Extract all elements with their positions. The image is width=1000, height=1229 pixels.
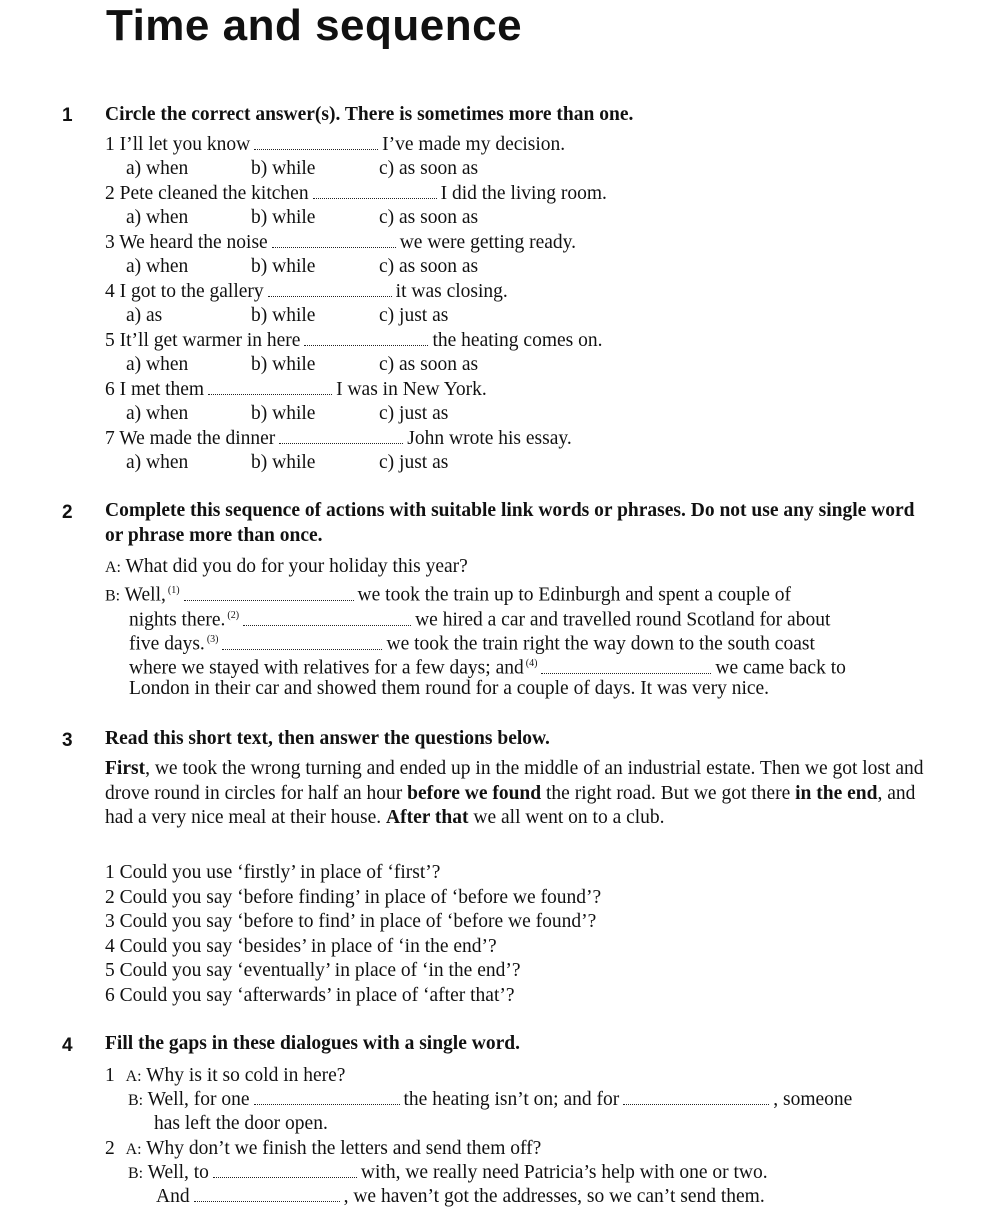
answer-gap[interactable]: [313, 184, 437, 199]
passage-text-2: the right road. But we got there: [541, 782, 796, 804]
question-number: 5: [105, 960, 115, 981]
dialogue-2-line-b: [128, 1161, 768, 1186]
b3-start: five days.: [129, 633, 205, 655]
option-a[interactable]: a) when: [126, 452, 189, 473]
question-item: [105, 231, 576, 255]
option-a[interactable]: a) when: [126, 158, 189, 179]
gap-3[interactable]: [222, 635, 382, 650]
b2-start: nights there.: [129, 609, 226, 631]
gap-2[interactable]: [243, 611, 411, 626]
answer-gap[interactable]: [268, 282, 392, 297]
dialogue-1-line-b2: has left the door open.: [154, 1113, 328, 1134]
exercise-1-heading: Circle the correct answer(s). There is sometimes more than one.: [105, 104, 634, 125]
option-c[interactable]: c) as soon as: [379, 354, 479, 375]
b4-start: where we stayed with relatives for a few days; and: [129, 657, 524, 679]
question-before: I’ll let you know: [119, 134, 251, 155]
option-b[interactable]: b) while: [251, 207, 316, 228]
b2-end: we hired a car and travelled round Scotland for about: [415, 609, 831, 631]
question-item: [105, 133, 565, 157]
question-item: [105, 427, 572, 451]
question-text: Could you say ‘besides’ in place of ‘in the end’?: [119, 935, 497, 957]
question-number: 3: [105, 232, 115, 253]
option-a[interactable]: a) when: [126, 354, 189, 375]
question-item: [105, 280, 508, 304]
question-after: I’ve made my decision.: [382, 134, 566, 155]
b1-end: we took the train up to Edinburgh and spent a couple of: [357, 584, 791, 606]
option-c[interactable]: c) as soon as: [379, 256, 479, 277]
question-before: It’ll get warmer in here: [119, 330, 301, 351]
question-number: 2: [105, 886, 115, 908]
exercise-3-heading: Read this short text, then answer the questions below.: [105, 728, 550, 749]
dialogue-1-number: 1: [105, 1065, 115, 1086]
speaker-label-b: B:: [105, 587, 121, 605]
dialogue-1-line-b: [128, 1088, 852, 1113]
dialogue-2-line-b2: [156, 1185, 765, 1209]
gap-number-2: (2): [227, 610, 240, 621]
option-c[interactable]: c) just as: [379, 305, 449, 326]
speaker-label-b: B:: [128, 1165, 144, 1182]
question-number: 3: [105, 911, 115, 932]
question-number: 1: [105, 134, 115, 155]
page-title: Time and sequence: [106, 1, 523, 50]
exercise-3-number: 3: [62, 730, 73, 751]
exercise-4-number: 4: [62, 1035, 73, 1056]
question-item: [105, 329, 603, 353]
option-c[interactable]: c) just as: [379, 403, 449, 424]
dialogue-2-line-a: [105, 1137, 541, 1162]
dialogue-2-a-text: Why don’t we finish the letters and send them off?: [146, 1138, 542, 1159]
bold-before-we-found: before we found: [407, 782, 542, 804]
dialogue-1-gap-1[interactable]: [254, 1090, 400, 1105]
dialogue-1-b-end: , someone: [773, 1089, 853, 1110]
question-item: [105, 378, 487, 402]
exercise-1-number: 1: [62, 105, 73, 126]
b1-start: Well,: [124, 584, 166, 606]
question-number: 5: [105, 330, 115, 351]
dialogue-line-b5: London in their car and showed them round for a couple of days. It was very nice.: [129, 678, 770, 699]
option-b[interactable]: b) while: [251, 305, 316, 326]
dialogue-2-b2-end: , we haven’t got the addresses, so we can’t send them.: [343, 1186, 765, 1207]
bold-in-the-end: in the end: [795, 782, 878, 804]
b3-end: we took the train right the way down to the south coast: [386, 633, 815, 655]
question-after: we were getting ready.: [399, 232, 577, 253]
comprehension-question: [105, 984, 515, 1008]
question-after: I was in New York.: [336, 379, 487, 400]
question-number: 2: [105, 183, 115, 204]
question-item: [105, 182, 607, 206]
passage-text-3: , and had a very nice meal at their house.: [105, 782, 916, 828]
b4-end: we came back to: [715, 657, 846, 679]
option-b[interactable]: b) while: [251, 403, 316, 424]
option-c[interactable]: c) as soon as: [379, 207, 479, 228]
comprehension-question: [105, 935, 497, 959]
dialogue-2-b2-start: And: [156, 1186, 190, 1207]
dialogue-1-line-a: [105, 1064, 345, 1089]
question-number: 6: [105, 379, 115, 400]
option-c[interactable]: c) as soon as: [379, 158, 479, 179]
question-after: the heating comes on.: [432, 330, 603, 351]
comprehension-question: [105, 959, 521, 983]
option-b[interactable]: b) while: [251, 256, 316, 277]
option-b[interactable]: b) while: [251, 452, 316, 473]
option-a[interactable]: a) when: [126, 256, 189, 277]
option-c[interactable]: c) just as: [379, 452, 449, 473]
question-text: Could you use ‘firstly’ in place of ‘first’?: [119, 862, 441, 883]
comprehension-question: [105, 886, 601, 910]
exercise-2-heading: Complete this sequence of actions with suitable link words or phrases. Do not use any single word or phrase more than once.: [105, 500, 915, 546]
question-after: John wrote his essay.: [407, 428, 572, 449]
dialogue-2-b-end: with, we really need Patricia’s help with one or two.: [360, 1162, 768, 1183]
speaker-label-a: A:: [125, 1068, 142, 1085]
dialogue-1-b-start: Well, for one: [147, 1089, 250, 1110]
gap-1[interactable]: [184, 586, 354, 601]
answer-gap[interactable]: [208, 380, 332, 395]
question-text: Could you say ‘before to find’ in place of ‘before we found’?: [119, 911, 597, 932]
question-before: Pete cleaned the kitchen: [119, 183, 309, 204]
option-a[interactable]: a) as: [126, 305, 163, 326]
gap-number-3: (3): [206, 634, 219, 645]
question-text: Could you say ‘before finding’ in place of ‘before we found’?: [119, 886, 602, 908]
speaker-label-a: A:: [125, 1141, 142, 1158]
exercise-2-number: 2: [62, 502, 73, 523]
option-a[interactable]: a) when: [126, 207, 189, 228]
comprehension-question: [105, 861, 440, 885]
dialogue-2-gap-1[interactable]: [213, 1163, 357, 1178]
gap-number-4: (4): [525, 658, 538, 669]
dialogue-2-b-start: Well, to: [147, 1162, 209, 1183]
passage-text-4: we all went on to a club.: [468, 807, 665, 828]
question-after: it was closing.: [395, 281, 508, 302]
reading-passage: [105, 757, 935, 831]
answer-gap[interactable]: [304, 331, 428, 346]
question-number: 7: [105, 428, 115, 449]
option-b[interactable]: b) while: [251, 158, 316, 179]
line-a-text: What did you do for your holiday this year?: [125, 556, 468, 577]
dialogue-1-a-text: Why is it so cold in here?: [146, 1065, 346, 1086]
dialogue-line-a: [105, 555, 468, 580]
gap-number-1: (1): [167, 585, 180, 596]
passage-text-1: , we took the wrong turning and ended up in the middle of an industrial estate. Then we got lost and drove round in circles for half an hour: [105, 758, 924, 804]
dialogue-1-b-mid: the heating isn’t on; and for: [403, 1089, 620, 1110]
speaker-label-b: B:: [128, 1092, 144, 1109]
question-before: We heard the noise: [119, 232, 268, 253]
question-before: I met them: [119, 379, 205, 400]
gap-4[interactable]: [541, 659, 711, 674]
exercise-4-heading: Fill the gaps in these dialogues with a single word.: [105, 1033, 520, 1054]
question-number: 1: [105, 862, 115, 883]
bold-first: First: [105, 758, 146, 779]
question-text: Could you say ‘eventually’ in place of ‘in the end’?: [119, 960, 521, 981]
question-before: We made the dinner: [119, 428, 276, 449]
question-before: I got to the gallery: [119, 281, 264, 302]
option-a[interactable]: a) when: [126, 403, 189, 424]
question-number: 4: [105, 281, 115, 302]
answer-gap[interactable]: [254, 135, 378, 150]
dialogue-2-gap-2[interactable]: [194, 1187, 340, 1202]
comprehension-question: [105, 910, 596, 934]
question-text: Could you say ‘afterwards’ in place of ‘after that’?: [119, 984, 515, 1006]
question-number: 4: [105, 935, 115, 957]
bold-after-that: After that: [386, 807, 469, 828]
answer-gap[interactable]: [272, 233, 396, 248]
speaker-label-a: A:: [105, 559, 121, 576]
question-after: I did the living room.: [440, 183, 607, 204]
answer-gap[interactable]: [279, 429, 403, 444]
dialogue-2-number: 2: [105, 1138, 115, 1159]
dialogue-1-gap-2[interactable]: [623, 1090, 769, 1105]
question-number: 6: [105, 984, 115, 1006]
option-b[interactable]: b) while: [251, 354, 316, 375]
